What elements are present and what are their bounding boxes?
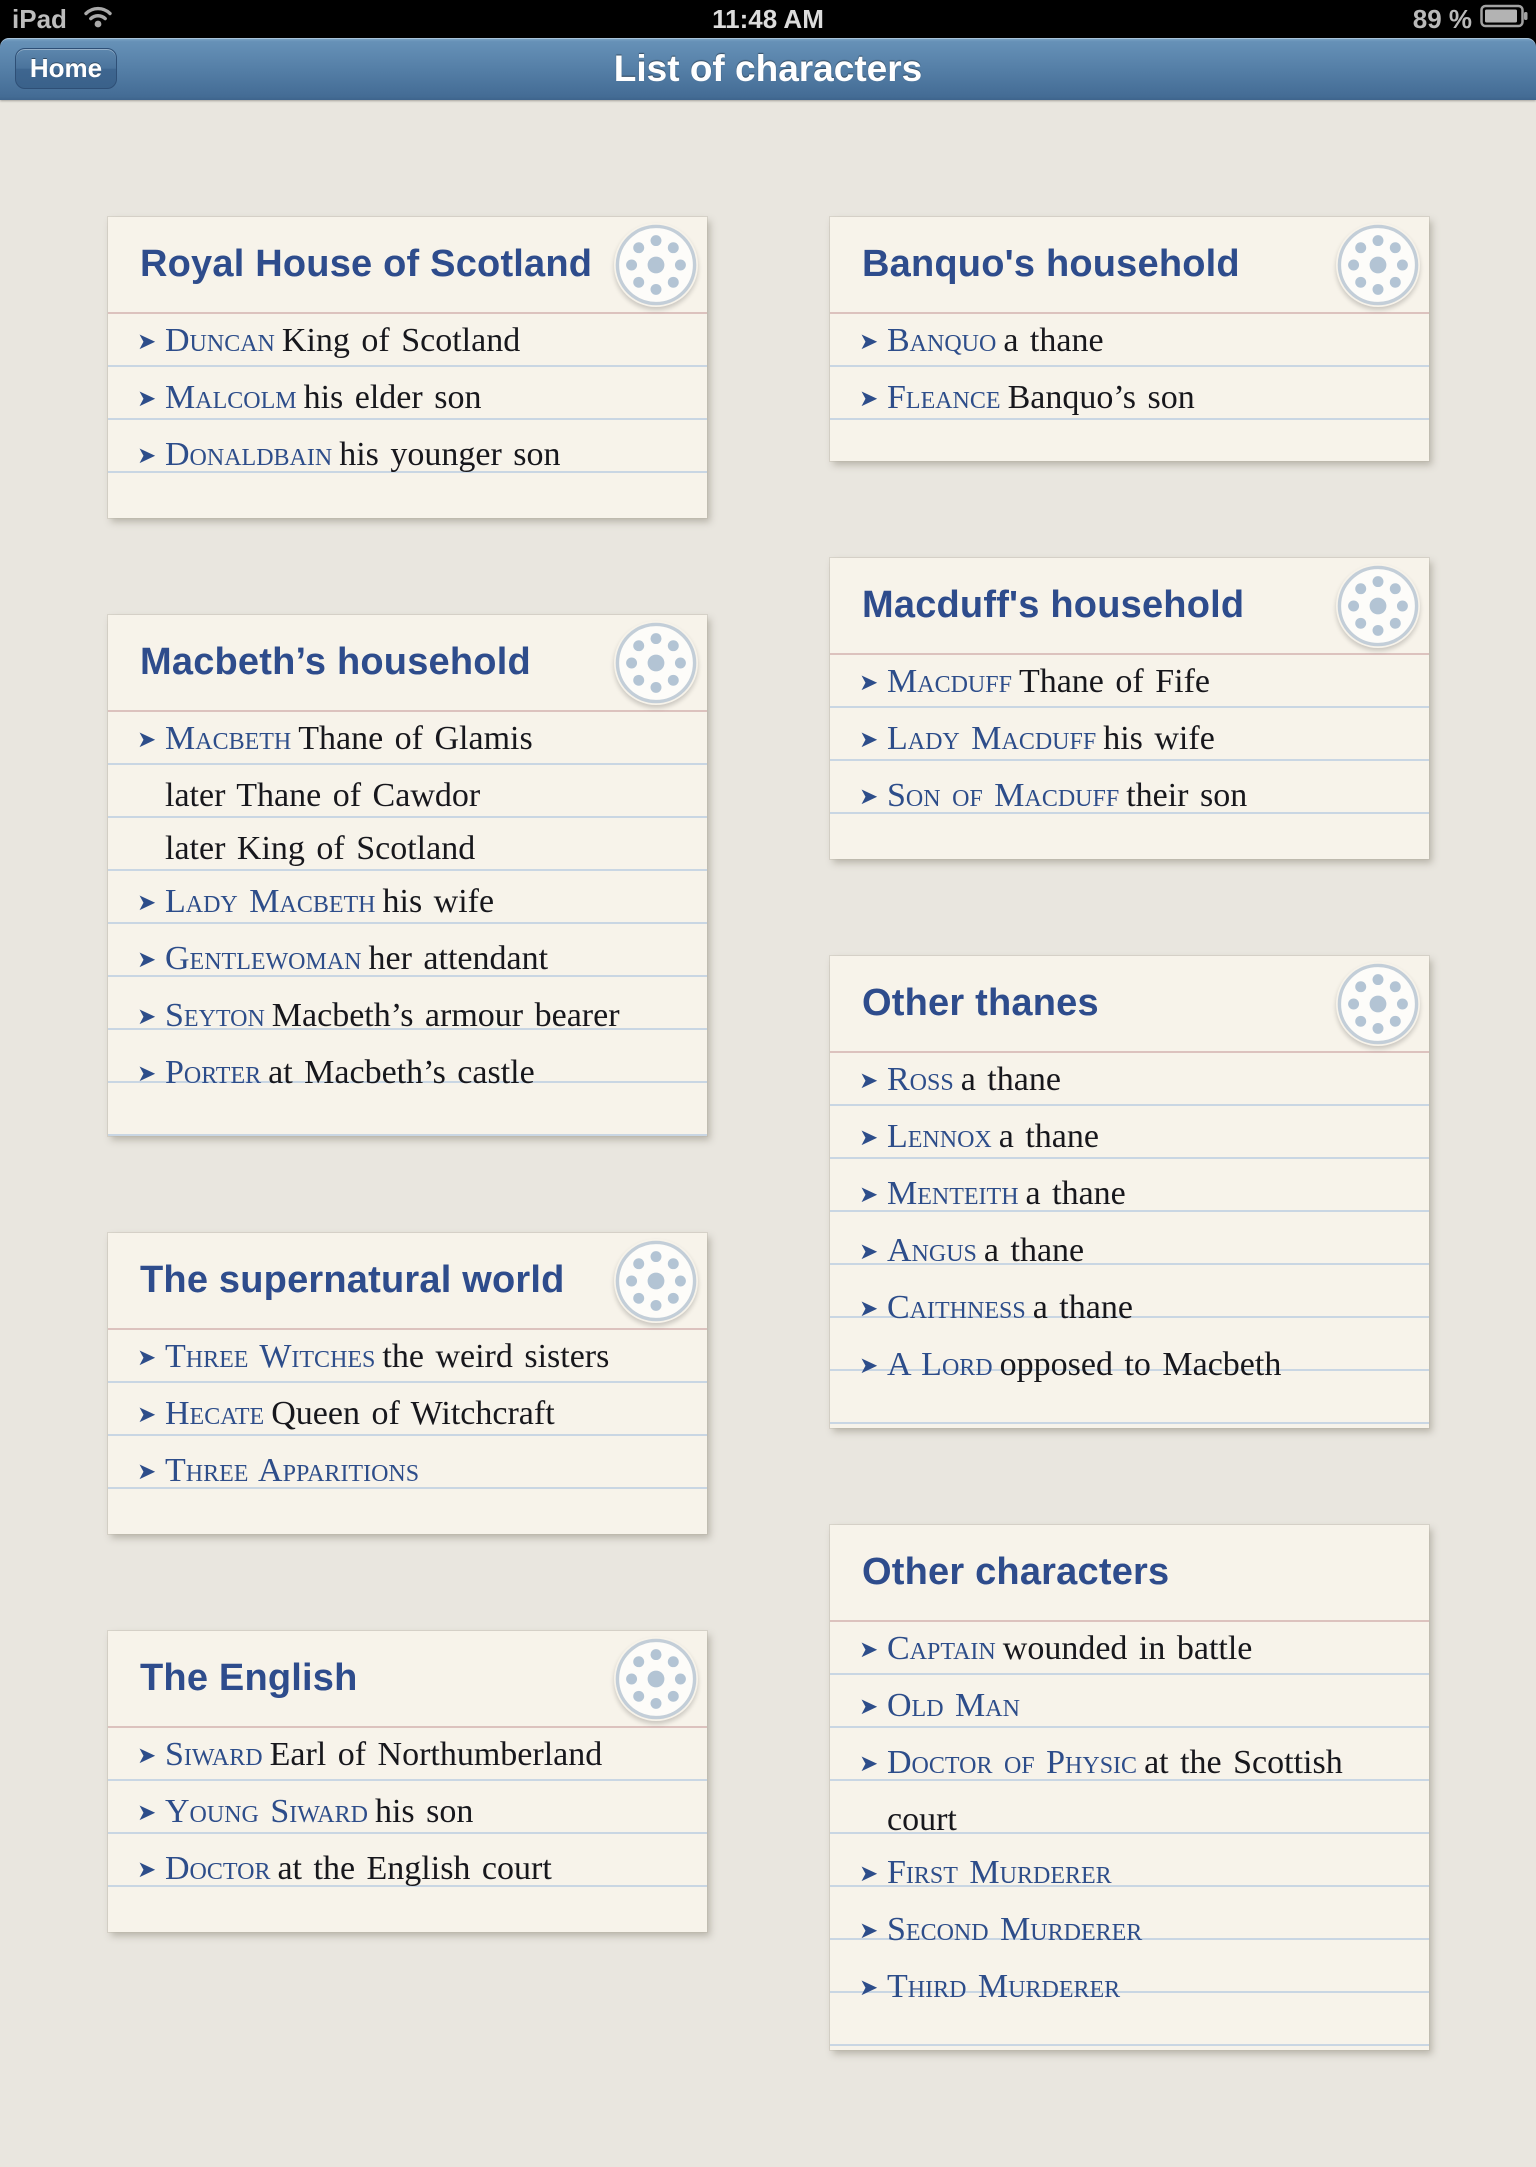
arrow-icon: ➤ [137, 1061, 157, 1087]
character-entry [830, 1053, 1429, 1110]
card-header [108, 615, 707, 712]
entry-description: his elder son [303, 379, 482, 416]
entry-name: Donaldbain [165, 436, 333, 473]
entry-name: Young Siward [165, 1793, 368, 1830]
page-title: List of characters [613, 48, 923, 89]
card-title: Other thanes [862, 982, 1099, 1024]
right-column [830, 217, 1429, 2147]
entry-description: at the English court [277, 1850, 552, 1887]
character-entry [830, 1960, 1429, 2017]
audio-icon[interactable] [614, 1239, 698, 1323]
character-entry [108, 1330, 707, 1387]
arrow-icon: ➤ [137, 947, 157, 973]
entry-description: wounded in battle [1002, 1630, 1253, 1667]
card-title: Royal House of Scotland [140, 243, 593, 285]
arrow-icon: ➤ [859, 1637, 879, 1663]
arrow-icon: ➤ [859, 1861, 879, 1887]
character-list-content [0, 100, 1536, 2167]
character-entry [108, 314, 707, 371]
entry-name: Lennox [887, 1118, 992, 1155]
entry-description: his wife [382, 883, 495, 920]
character-entry [108, 989, 707, 1046]
arrow-icon: ➤ [859, 727, 879, 753]
character-entry [108, 1842, 707, 1899]
device-label: iPad [12, 3, 67, 34]
battery-icon [1480, 4, 1528, 35]
entry-name: A Lord [887, 1346, 993, 1383]
card-header [830, 558, 1429, 655]
arrow-icon: ➤ [137, 1459, 157, 1485]
entry-description: his wife [1103, 720, 1215, 757]
arrow-icon: ➤ [137, 1743, 157, 1769]
card-rows [108, 314, 707, 518]
entry-name: Captain [887, 1630, 996, 1667]
entry-name: Fleance [887, 379, 1001, 416]
top-bars [0, 0, 1536, 100]
arrow-icon: ➤ [859, 1182, 879, 1208]
entry-description: Earl of Northumberland [269, 1736, 603, 1773]
character-entry [830, 1167, 1429, 1224]
card-header [830, 217, 1429, 314]
card-royal-house-of-scotland [108, 217, 707, 518]
arrow-icon: ➤ [859, 1239, 879, 1265]
entry-name: Doctor of Physic [887, 1744, 1138, 1781]
card-title: The supernatural world [140, 1259, 565, 1301]
entry-name: Banquo [887, 322, 997, 359]
entry-name: Third Murderer [887, 1968, 1121, 2005]
entry-name: Hecate [165, 1395, 265, 1432]
entry-description: a thane [983, 1232, 1085, 1269]
character-entry [108, 428, 707, 485]
card-banquo-s-household [830, 217, 1429, 461]
card-rows [830, 1622, 1429, 2050]
entry-name: Son of Macduff [887, 777, 1120, 814]
arrow-icon: ➤ [859, 1975, 879, 2001]
card-the-supernatural-world [108, 1233, 707, 1534]
entry-description: a thane [960, 1061, 1061, 1098]
entry-description: at the Scottish court [887, 1744, 1343, 1838]
arrow-icon: ➤ [137, 1402, 157, 1428]
arrow-icon: ➤ [137, 329, 157, 355]
entry-name: Macduff [887, 663, 1012, 700]
card-rows [830, 655, 1429, 859]
character-entry [830, 1224, 1429, 1281]
entry-description: a thane [1003, 322, 1104, 359]
entry-name: Gentlewoman [165, 940, 362, 977]
entry-name: Second Murderer [887, 1911, 1143, 1948]
arrow-icon: ➤ [859, 1125, 879, 1151]
character-entry [830, 1846, 1429, 1903]
character-entry [830, 1903, 1429, 1960]
character-entry [830, 1679, 1429, 1736]
audio-icon[interactable] [614, 1637, 698, 1721]
card-header [830, 956, 1429, 1053]
entry-name: Old Man [887, 1687, 1020, 1724]
card-title: Banquo's household [862, 243, 1240, 285]
card-header [108, 217, 707, 314]
arrow-icon: ➤ [859, 329, 879, 355]
entry-description: King of Scotland [281, 322, 521, 359]
character-entry [830, 655, 1429, 712]
arrow-icon: ➤ [859, 1068, 879, 1094]
entry-name: First Murderer [887, 1854, 1112, 1891]
status-bar [0, 0, 1536, 38]
arrow-icon: ➤ [859, 1751, 879, 1777]
entry-name: Lady Macbeth [165, 883, 376, 920]
card-other-characters [830, 1525, 1429, 2050]
entry-name: Three Apparitions [165, 1452, 420, 1489]
audio-icon[interactable] [614, 621, 698, 705]
character-entry [830, 1338, 1429, 1395]
navigation-bar [0, 38, 1536, 100]
entry-description: Queen of Witchcraft [271, 1395, 555, 1432]
card-rows [830, 1053, 1429, 1428]
entry-name: Caithness [887, 1289, 1026, 1326]
entry-name: Malcolm [165, 379, 297, 416]
arrow-icon: ➤ [859, 670, 879, 696]
character-entry [108, 932, 707, 989]
card-header [830, 1525, 1429, 1622]
arrow-icon: ➤ [137, 443, 157, 469]
card-title: The English [140, 1657, 358, 1699]
arrow-icon: ➤ [859, 1694, 879, 1720]
card-macbeth-s-household [108, 615, 707, 1136]
character-entry [830, 712, 1429, 769]
audio-icon[interactable] [614, 223, 698, 307]
arrow-icon: ➤ [137, 1857, 157, 1883]
entry-name: Angus [887, 1232, 977, 1269]
card-other-thanes [830, 956, 1429, 1428]
entry-name: Doctor [165, 1850, 271, 1887]
card-title: Macbeth’s household [140, 641, 531, 683]
entry-name: Siward [165, 1736, 263, 1773]
entry-description: a thane [1025, 1175, 1126, 1212]
card-rows [108, 712, 707, 1136]
entry-name: Lady Macduff [887, 720, 1097, 757]
entry-name: Three Witches [165, 1338, 376, 1375]
arrow-icon: ➤ [859, 1296, 879, 1322]
arrow-icon: ➤ [137, 727, 157, 753]
arrow-icon: ➤ [137, 890, 157, 916]
character-entry [108, 1444, 707, 1501]
character-entry [108, 1785, 707, 1842]
entry-description: Macbeth’s armour bearer [271, 997, 620, 1034]
entry-description: his younger son [339, 436, 561, 473]
card-the-english [108, 1631, 707, 1932]
entry-description: his son [374, 1793, 474, 1830]
entry-description: their son [1126, 777, 1248, 814]
character-entry [108, 371, 707, 428]
character-entry [108, 875, 707, 932]
entry-description: opposed to Macbeth [999, 1346, 1282, 1383]
entry-name: Menteith [887, 1175, 1019, 1212]
entry-name: Seyton [165, 997, 265, 1034]
character-entry [108, 712, 707, 769]
entry-description: her attendant [368, 940, 549, 977]
arrow-icon: ➤ [137, 1004, 157, 1030]
arrow-icon: ➤ [137, 1345, 157, 1371]
character-entry [108, 1387, 707, 1444]
arrow-icon: ➤ [859, 1918, 879, 1944]
card-rows [108, 1330, 707, 1534]
arrow-icon: ➤ [137, 386, 157, 412]
card-header [108, 1631, 707, 1728]
character-entry [830, 1736, 1429, 1846]
audio-icon[interactable] [1336, 962, 1420, 1046]
entry-continuation: later King of Scotland [165, 830, 476, 867]
character-entry [830, 1110, 1429, 1167]
battery-percent: 89 % [1412, 3, 1472, 34]
entry-description: at Macbeth’s castle [268, 1054, 535, 1091]
card-macduff-s-household [830, 558, 1429, 859]
arrow-icon: ➤ [137, 1800, 157, 1826]
character-entry [830, 1281, 1429, 1338]
character-entry [108, 1046, 707, 1103]
card-title: Macduff's household [862, 584, 1245, 626]
home-button[interactable]: Home [15, 48, 117, 89]
entry-name: Macbeth [165, 720, 292, 757]
arrow-icon: ➤ [859, 1353, 879, 1379]
entry-description: a thane [1032, 1289, 1133, 1326]
card-title: Other characters [862, 1551, 1170, 1593]
entry-description: Banquo’s son [1007, 379, 1195, 416]
arrow-icon: ➤ [859, 784, 879, 810]
character-entry [830, 1622, 1429, 1679]
left-column [108, 217, 707, 2147]
entry-description: a thane [998, 1118, 1099, 1155]
arrow-icon: ➤ [859, 386, 879, 412]
entry-description: Thane of Fife [1018, 663, 1210, 700]
audio-icon[interactable] [1336, 564, 1420, 648]
entry-description: the weird sisters [382, 1338, 610, 1375]
clock: 11:48 AM [712, 3, 824, 34]
entry-name: Duncan [165, 322, 275, 359]
card-rows [108, 1728, 707, 1932]
entry-continuation: later Thane of Cawdor [165, 777, 481, 814]
character-entry [830, 371, 1429, 428]
card-header [108, 1233, 707, 1330]
character-entry [830, 769, 1429, 826]
audio-icon[interactable] [1336, 223, 1420, 307]
entry-name: Ross [887, 1061, 954, 1098]
character-entry [830, 314, 1429, 371]
entry-name: Porter [165, 1054, 262, 1091]
character-entry [108, 1728, 707, 1785]
entry-description: Thane of Glamis [298, 720, 533, 757]
card-rows [830, 314, 1429, 461]
